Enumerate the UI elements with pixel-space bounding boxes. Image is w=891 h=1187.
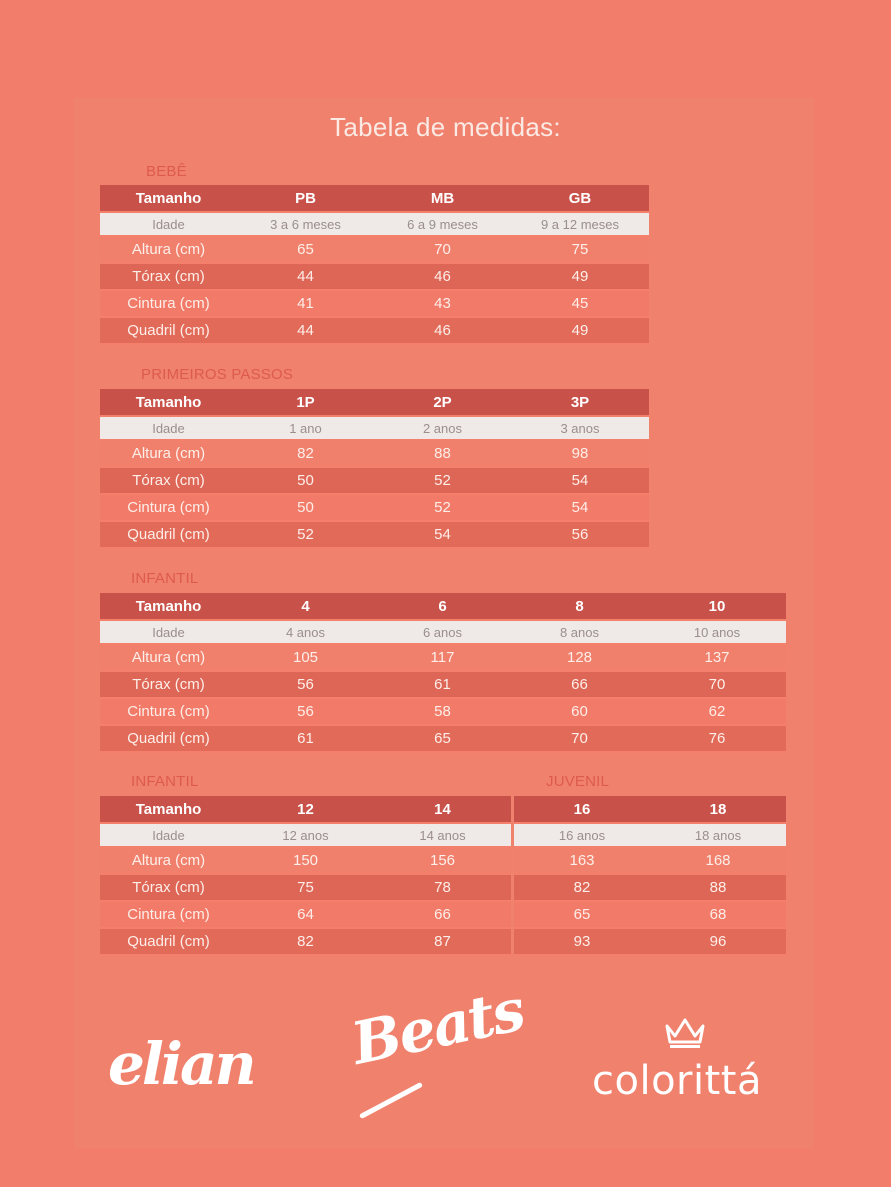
row-label-cell: Tamanho	[100, 593, 237, 620]
value-cell: 96	[650, 928, 786, 955]
table-row	[514, 901, 786, 928]
value-cell: GB	[511, 185, 649, 212]
value-cell: 3 anos	[511, 416, 649, 440]
value-cell: PB	[237, 185, 374, 212]
value-cell: 6 anos	[374, 620, 511, 644]
value-cell: 65	[374, 725, 511, 752]
value-cell: 14 anos	[374, 823, 511, 847]
table-row	[100, 698, 786, 725]
value-cell: 65	[237, 236, 374, 263]
value-cell: 10	[648, 593, 786, 620]
table-row	[100, 847, 511, 874]
crown-icon	[663, 1016, 707, 1050]
value-cell: 88	[374, 440, 511, 467]
value-cell: 82	[237, 440, 374, 467]
value-cell: 87	[374, 928, 511, 955]
value-cell: 2 anos	[374, 416, 511, 440]
table-row	[514, 847, 786, 874]
row-label-cell: Cintura (cm)	[100, 698, 237, 725]
row-label-cell: Altura (cm)	[100, 236, 237, 263]
table-row	[100, 644, 786, 671]
value-cell: 3 a 6 meses	[237, 212, 374, 236]
row-label-cell: Cintura (cm)	[100, 290, 237, 317]
row-label-cell: Tórax (cm)	[100, 874, 237, 901]
value-cell: 50	[237, 467, 374, 494]
section-label-juvenil: JUVENIL	[546, 773, 610, 790]
value-cell: 70	[374, 236, 511, 263]
value-cell: 46	[374, 317, 511, 344]
section-label-infantil-2: INFANTIL	[131, 773, 199, 790]
row-label-cell: Idade	[100, 416, 237, 440]
value-cell: 2P	[374, 389, 511, 416]
value-cell: 117	[374, 644, 511, 671]
value-cell: 150	[237, 847, 374, 874]
table-row	[100, 874, 511, 901]
table-row	[100, 467, 649, 494]
row-label-cell: Altura (cm)	[100, 644, 237, 671]
value-cell: 41	[237, 290, 374, 317]
age-row	[100, 823, 511, 847]
value-cell: 82	[514, 874, 650, 901]
value-cell: MB	[374, 185, 511, 212]
value-cell: 6 a 9 meses	[374, 212, 511, 236]
section-label-infantil: INFANTIL	[131, 570, 199, 587]
table-header-row	[100, 389, 649, 416]
value-cell: 16 anos	[514, 823, 650, 847]
age-row	[514, 823, 786, 847]
value-cell: 64	[237, 901, 374, 928]
row-label-cell: Idade	[100, 823, 237, 847]
value-cell: 58	[374, 698, 511, 725]
section-label-bebe: BEBÊ	[146, 163, 187, 180]
table-header-row	[100, 796, 511, 823]
row-label-cell: Cintura (cm)	[100, 494, 237, 521]
value-cell: 66	[511, 671, 648, 698]
table-row	[100, 928, 511, 955]
value-cell: 61	[237, 725, 374, 752]
value-cell: 54	[374, 521, 511, 548]
row-label-cell: Tórax (cm)	[100, 263, 237, 290]
table-row	[514, 874, 786, 901]
value-cell: 76	[648, 725, 786, 752]
value-cell: 62	[648, 698, 786, 725]
value-cell: 105	[237, 644, 374, 671]
age-row	[100, 416, 649, 440]
row-label-cell: Idade	[100, 620, 237, 644]
table-row	[100, 290, 649, 317]
value-cell: 4	[237, 593, 374, 620]
value-cell: 1 ano	[237, 416, 374, 440]
value-cell: 93	[514, 928, 650, 955]
table-row	[514, 928, 786, 955]
value-cell: 65	[514, 901, 650, 928]
age-row	[100, 620, 786, 644]
value-cell: 43	[374, 290, 511, 317]
page-title: Tabela de medidas:	[330, 112, 561, 142]
value-cell: 4 anos	[237, 620, 374, 644]
value-cell: 56	[237, 671, 374, 698]
table-row	[100, 671, 786, 698]
row-label-cell: Quadril (cm)	[100, 317, 237, 344]
value-cell: 60	[511, 698, 648, 725]
value-cell: 49	[511, 263, 649, 290]
row-label-cell: Tamanho	[100, 796, 237, 823]
row-label-cell: Altura (cm)	[100, 847, 237, 874]
value-cell: 75	[511, 236, 649, 263]
value-cell: 45	[511, 290, 649, 317]
value-cell: 88	[650, 874, 786, 901]
row-label-cell: Tamanho	[100, 185, 237, 212]
value-cell: 163	[514, 847, 650, 874]
value-cell: 98	[511, 440, 649, 467]
value-cell: 12 anos	[237, 823, 374, 847]
value-cell: 168	[650, 847, 786, 874]
value-cell: 18	[650, 796, 786, 823]
value-cell: 1P	[237, 389, 374, 416]
row-label-cell: Quadril (cm)	[100, 725, 237, 752]
value-cell: 10 anos	[648, 620, 786, 644]
value-cell: 6	[374, 593, 511, 620]
value-cell: 75	[237, 874, 374, 901]
value-cell: 44	[237, 317, 374, 344]
value-cell: 61	[374, 671, 511, 698]
row-label-cell: Tórax (cm)	[100, 671, 237, 698]
value-cell: 9 a 12 meses	[511, 212, 649, 236]
value-cell: 16	[514, 796, 650, 823]
value-cell: 128	[511, 644, 648, 671]
age-row	[100, 212, 649, 236]
table-row	[100, 236, 649, 263]
value-cell: 82	[237, 928, 374, 955]
table-header-row	[100, 185, 649, 212]
value-cell: 52	[237, 521, 374, 548]
value-cell: 12	[237, 796, 374, 823]
value-cell: 44	[237, 263, 374, 290]
value-cell: 70	[511, 725, 648, 752]
table-row	[100, 317, 649, 344]
row-label-cell: Idade	[100, 212, 237, 236]
row-label-cell: Altura (cm)	[100, 440, 237, 467]
table-row	[100, 494, 649, 521]
value-cell: 68	[650, 901, 786, 928]
coloritta-logo: colorittá	[592, 1058, 762, 1104]
section-label-primeiros-passos: PRIMEIROS PASSOS	[141, 366, 294, 383]
table-infantil-2	[100, 796, 511, 956]
value-cell: 49	[511, 317, 649, 344]
value-cell: 52	[374, 467, 511, 494]
value-cell: 8	[511, 593, 648, 620]
table-row	[100, 725, 786, 752]
row-label-cell: Tórax (cm)	[100, 467, 237, 494]
value-cell: 70	[648, 671, 786, 698]
value-cell: 46	[374, 263, 511, 290]
table-row	[100, 521, 649, 548]
beats-logo: Beats	[345, 975, 530, 1078]
value-cell: 137	[648, 644, 786, 671]
value-cell: 8 anos	[511, 620, 648, 644]
table-row	[100, 901, 511, 928]
value-cell: 18 anos	[650, 823, 786, 847]
value-cell: 3P	[511, 389, 649, 416]
value-cell: 14	[374, 796, 511, 823]
value-cell: 66	[374, 901, 511, 928]
row-label-cell: Quadril (cm)	[100, 928, 237, 955]
table-primeiros-passos	[100, 389, 649, 549]
value-cell: 56	[237, 698, 374, 725]
elian-logo: elian	[108, 1030, 254, 1098]
table-bebe	[100, 185, 649, 345]
value-cell: 156	[374, 847, 511, 874]
row-label-cell: Quadril (cm)	[100, 521, 237, 548]
table-row	[100, 263, 649, 290]
value-cell: 78	[374, 874, 511, 901]
table-header-row	[100, 593, 786, 620]
value-cell: 54	[511, 494, 649, 521]
table-row	[100, 440, 649, 467]
row-label-cell: Cintura (cm)	[100, 901, 237, 928]
value-cell: 54	[511, 467, 649, 494]
table-header-row	[514, 796, 786, 823]
table-infantil	[100, 593, 786, 753]
row-label-cell: Tamanho	[100, 389, 237, 416]
value-cell: 56	[511, 521, 649, 548]
value-cell: 52	[374, 494, 511, 521]
value-cell: 50	[237, 494, 374, 521]
table-juvenil	[514, 796, 786, 956]
